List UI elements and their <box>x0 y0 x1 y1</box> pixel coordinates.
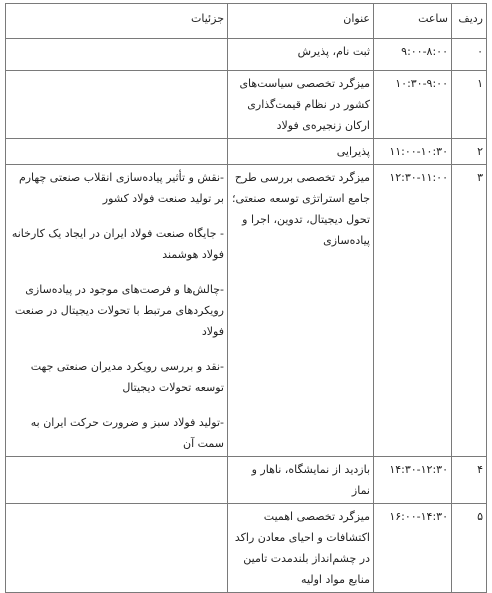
detail-item: -تولید فولاد سبز و ضرورت حرکت ایران به سمت آن <box>30 416 224 450</box>
row-title: میزگرد تخصصی بررسی طرح جامع استراتژی توسعه صنعتی؛ تحول دیجیتال، تدوین، اجرا و پیاده‌سازی <box>228 165 374 457</box>
row-title: میزگرد تخصصی اهمیت اکتشافات و احیای معادن راکد در چشم‌انداز بلندمدت تامین منابع مواد اولیه <box>228 504 374 593</box>
header-title: عنوان <box>228 4 374 39</box>
row-time: ۱۱:۰۰-۱۰:۳۰ <box>374 139 452 165</box>
detail-item: -چالش‌ها و فرصت‌های موجود در پیاده‌سازی رویکردهای مرتبط با تحولات دیجیتال در صنعت فولاد <box>14 283 224 338</box>
table-row <box>6 71 487 139</box>
row-details <box>6 504 228 593</box>
detail-item: -نقش و تأثیر پیاده‌سازی انقلاب صنعتی چهارم بر تولید صنعت فولاد کشور <box>18 171 224 205</box>
row-title: بازدید از نمایشگاه، ناهار و نماز <box>228 457 374 504</box>
header-time: ساعت <box>374 4 452 39</box>
row-title: میزگرد تخصصی سیاست‌های کشور در نظام قیمت‌گذاری ارکان زنجیره‌ی فولاد <box>228 71 374 139</box>
row-radif: ۵ <box>452 504 487 593</box>
detail-item: - جایگاه صنعت فولاد ایران در ایجاد یک کارخانه فولاد هوشمند <box>11 227 224 261</box>
row-radif: ۴ <box>452 457 487 504</box>
row-radif: ۱ <box>452 71 487 139</box>
row-time: ۱۴:۳۰-۱۲:۳۰ <box>374 457 452 504</box>
table-row <box>6 504 487 593</box>
header-details: جزئیات <box>6 4 228 39</box>
row-radif: ۳ <box>452 165 487 457</box>
row-details <box>6 71 228 139</box>
row-details <box>6 39 228 71</box>
row-title: ثبت نام، پذیرش <box>228 39 374 71</box>
schedule-table <box>5 3 487 593</box>
row-details <box>6 139 228 165</box>
row-title: پذیرایی <box>228 139 374 165</box>
row-radif: ۲ <box>452 139 487 165</box>
table-row <box>6 139 487 165</box>
table-row <box>6 39 487 71</box>
row-details <box>6 165 228 457</box>
table-row <box>6 165 487 457</box>
row-time: ۱۶:۰۰-۱۴:۳۰ <box>374 504 452 593</box>
header-row <box>6 4 487 39</box>
header-radif: ردیف <box>452 4 487 39</box>
row-time: ۹:۰۰-۸:۰۰ <box>374 39 452 71</box>
detail-item: -نقد و بررسی رویکرد مدیران صنعتی جهت توسعه تحولات دیجیتال <box>30 360 224 394</box>
row-radif: ۰ <box>452 39 487 71</box>
row-time: ۱۲:۳۰-۱۱:۰۰ <box>374 165 452 457</box>
row-details <box>6 457 228 504</box>
table-row <box>6 457 487 504</box>
row-time: ۱۰:۳۰-۹:۰۰ <box>374 71 452 139</box>
